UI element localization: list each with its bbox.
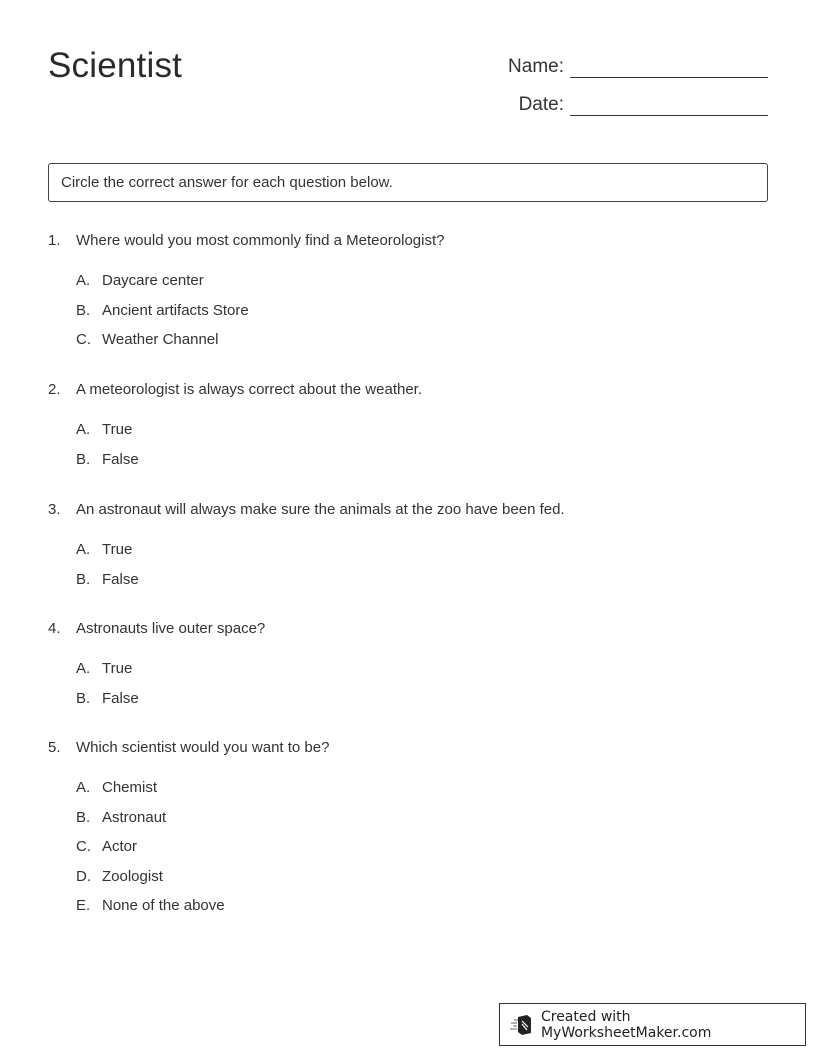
option-d[interactable] xyxy=(48,867,768,897)
option-c[interactable] xyxy=(48,837,768,867)
option-b[interactable] xyxy=(48,689,768,719)
options-list xyxy=(48,271,768,360)
option-a[interactable] xyxy=(48,778,768,808)
option-text: True xyxy=(102,660,133,677)
options-list xyxy=(48,540,768,599)
option-text: Zoologist xyxy=(102,867,163,885)
option-letter: A. xyxy=(76,541,91,558)
options-list xyxy=(48,659,768,718)
question-2 xyxy=(48,380,768,479)
question-number: 1. xyxy=(48,232,61,249)
instructions-text: Circle the correct answer for each question below. xyxy=(61,174,393,191)
question-number: 4. xyxy=(48,620,61,637)
option-a[interactable] xyxy=(48,271,768,301)
question-1 xyxy=(48,231,768,360)
question-5 xyxy=(48,738,768,926)
option-letter: B. xyxy=(76,808,91,826)
question-text: Where would you most commonly find a Meteorologist? xyxy=(76,232,445,249)
option-text: None of the above xyxy=(102,897,225,915)
option-text: Daycare center xyxy=(102,272,204,289)
option-a[interactable] xyxy=(48,420,768,450)
option-letter: A. xyxy=(76,660,91,677)
question-text: A meteorologist is always correct about the weather. xyxy=(76,381,423,398)
option-letter: B. xyxy=(76,570,91,588)
option-letter: B. xyxy=(76,301,91,319)
option-text: Astronaut xyxy=(102,808,167,826)
question-text: Astronauts live outer space? xyxy=(76,620,266,637)
question-3 xyxy=(48,500,768,599)
option-letter: A. xyxy=(76,779,91,796)
option-b[interactable] xyxy=(48,301,768,331)
option-letter: E. xyxy=(76,897,91,915)
option-text: Chemist xyxy=(102,779,158,796)
name-blank-line[interactable] xyxy=(570,55,768,78)
options-list xyxy=(48,420,768,479)
option-c[interactable] xyxy=(48,330,768,360)
page-title: Scientist xyxy=(48,46,183,85)
option-letter: C. xyxy=(76,331,91,349)
worksheet-logo-icon xyxy=(510,1014,534,1036)
option-text: Weather Channel xyxy=(102,331,219,349)
instructions-box xyxy=(48,163,768,202)
option-text: True xyxy=(102,541,133,558)
option-text: False xyxy=(102,689,139,707)
option-b[interactable] xyxy=(48,450,768,480)
question-number: 3. xyxy=(48,501,61,518)
option-letter: D. xyxy=(76,867,91,885)
option-letter: A. xyxy=(76,421,91,438)
option-b[interactable] xyxy=(48,808,768,838)
option-letter: B. xyxy=(76,450,91,468)
option-letter: A. xyxy=(76,272,91,289)
option-text: Actor xyxy=(102,838,138,856)
name-label: Name: xyxy=(508,56,564,77)
option-text: Ancient artifacts Store xyxy=(102,301,249,319)
option-letter: C. xyxy=(76,838,91,856)
option-text: False xyxy=(102,450,139,468)
option-b[interactable] xyxy=(48,570,768,600)
footer-text: Created with MyWorksheetMaker.com xyxy=(540,1008,712,1041)
date-blank-line[interactable] xyxy=(570,93,768,116)
option-a[interactable] xyxy=(48,659,768,689)
option-letter: B. xyxy=(76,689,91,707)
question-number: 2. xyxy=(48,381,61,398)
question-text: Which scientist would you want to be? xyxy=(76,739,330,756)
option-text: True xyxy=(102,421,133,438)
name-field xyxy=(470,48,768,78)
options-list xyxy=(48,778,768,926)
date-field xyxy=(470,86,768,116)
question-4 xyxy=(48,619,768,718)
date-label: Date: xyxy=(518,94,564,115)
footer-credit[interactable] xyxy=(499,1003,806,1046)
option-e[interactable] xyxy=(48,896,768,926)
option-a[interactable] xyxy=(48,540,768,570)
question-text: An astronaut will always make sure the animals at the zoo have been fed. xyxy=(76,501,565,518)
option-text: False xyxy=(102,570,139,588)
question-number: 5. xyxy=(48,739,61,756)
